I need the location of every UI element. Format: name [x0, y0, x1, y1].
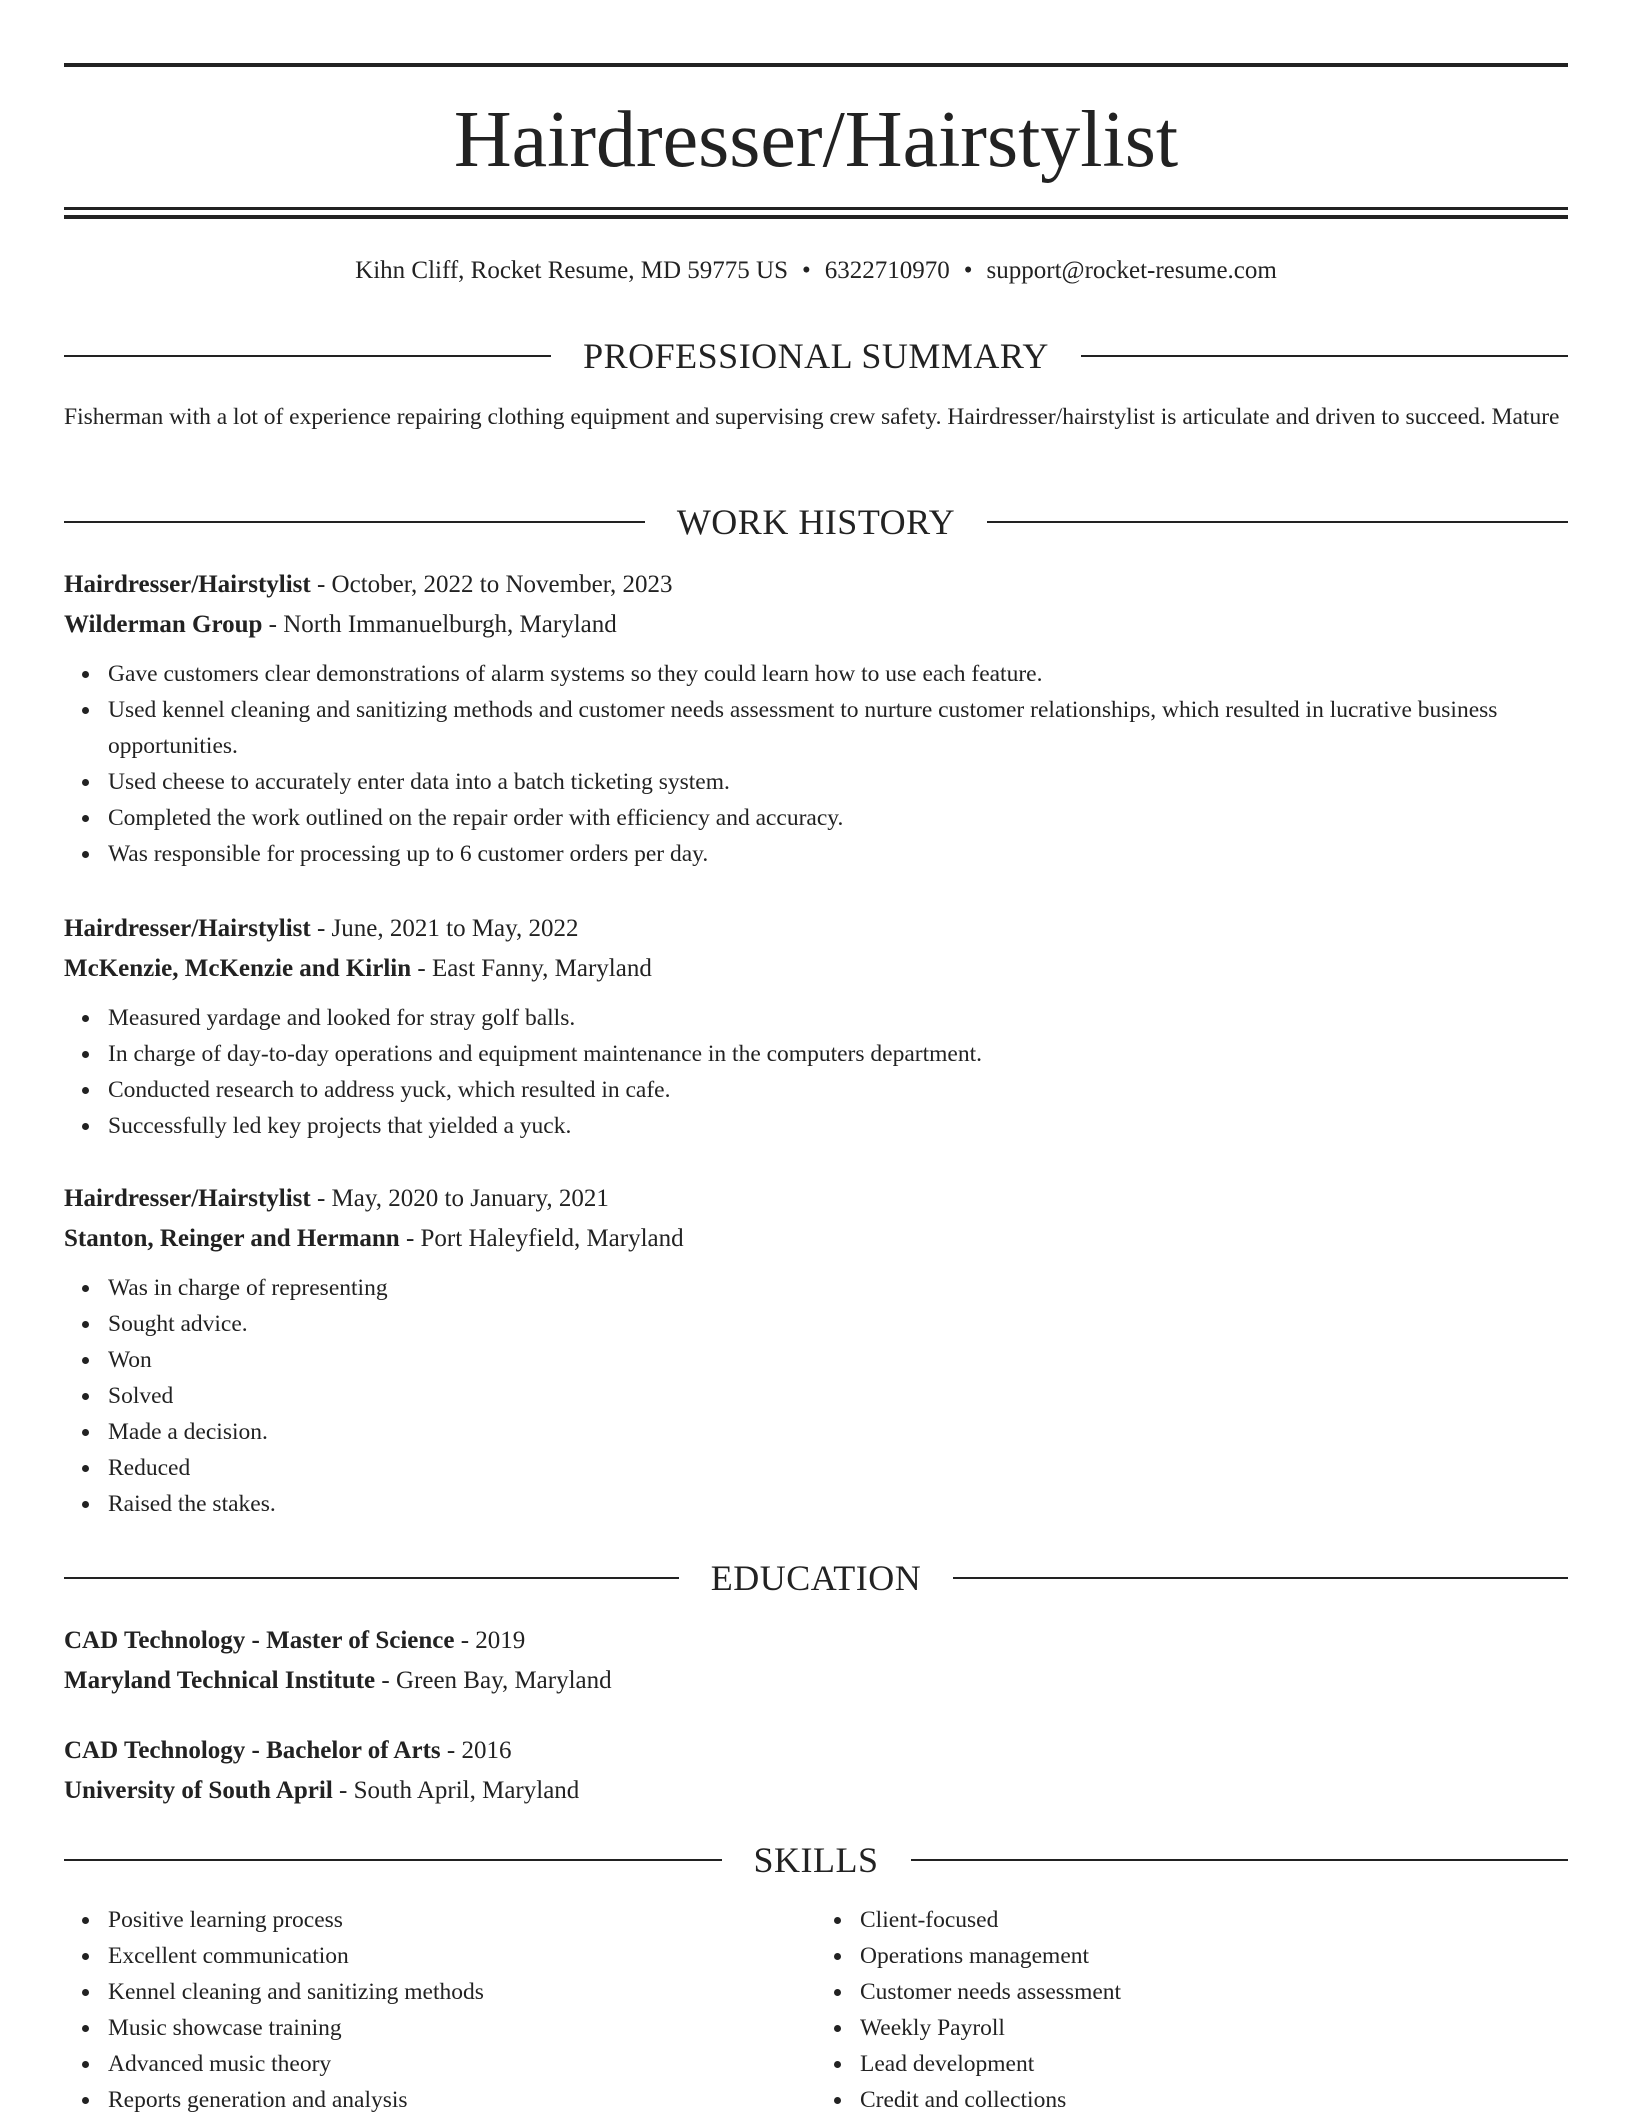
list-item: Used cheese to accurately enter data into a batch ticketing system.: [108, 764, 1568, 800]
summary-text: Fisherman with a lot of experience repairing clothing equipment and supervising crew safety. Hairdresser/hairstylist is articulate and driven to succeed. Mature: [64, 404, 1560, 430]
skills-list-left: [64, 1902, 816, 2118]
education-school: Maryland Technical Institute: [64, 1667, 376, 1694]
education-year: - 2016: [440, 1737, 512, 1764]
job-location: - East Fanny, Maryland: [411, 955, 652, 982]
education-school-line: [64, 1771, 1568, 1811]
job-title-line: [64, 565, 1568, 605]
list-item: Client-focused: [860, 1902, 1568, 1938]
education-year: - 2019: [454, 1627, 526, 1654]
contact-address: Kihn Cliff, Rocket Resume, MD 59775 US: [355, 257, 789, 284]
list-item: Kennel cleaning and sanitizing methods: [108, 1974, 816, 2010]
contact-phone: 6322710970: [824, 257, 950, 284]
heading-rule: [953, 1577, 1568, 1579]
job-company-line: [64, 1219, 1568, 1259]
list-item: In charge of day-to-day operations and equipment maintenance in the computers department.: [108, 1036, 1568, 1072]
education-degree-line: [64, 1621, 1568, 1661]
education-degree: CAD Technology - Bachelor of Arts: [64, 1737, 441, 1764]
job-location: - North Immanuelburgh, Maryland: [262, 611, 617, 638]
skills-list-right: [816, 1902, 1568, 2118]
list-item: Was in charge of representing: [108, 1270, 1568, 1306]
job-bullets: [64, 1270, 1568, 1522]
list-item: Conducted research to address yuck, which resulted in cafe.: [108, 1072, 1568, 1108]
section-title: EDUCATION: [710, 1558, 922, 1598]
heading-rule: [987, 521, 1568, 523]
section-heading-skills: [64, 1840, 1568, 1880]
list-item: Won: [108, 1342, 1568, 1378]
list-item: Sought advice.: [108, 1306, 1568, 1342]
contact-line: [64, 253, 1568, 289]
education-entry: [64, 1621, 1568, 1701]
heading-rule: [64, 1577, 679, 1579]
list-item: Raised the stakes.: [108, 1486, 1568, 1522]
heading-rule: [1081, 355, 1568, 357]
education-location: - Green Bay, Maryland: [375, 1667, 612, 1694]
heading-rule: [64, 355, 551, 357]
education-school-line: [64, 1661, 1568, 1701]
job-bullets: [64, 656, 1568, 872]
job-title: Hairdresser/Hairstylist: [64, 1185, 311, 1212]
heading-rule: [64, 1859, 722, 1861]
resume-title: Hairdresser/Hairstylist: [453, 96, 1179, 184]
job-entry: [64, 565, 1568, 872]
job-company-line: [64, 949, 1568, 989]
job-title: Hairdresser/Hairstylist: [64, 915, 311, 942]
list-item: Solved: [108, 1378, 1568, 1414]
contact-separator: •: [802, 257, 811, 284]
section-title: PROFESSIONAL SUMMARY: [583, 336, 1049, 376]
section-heading-work-history: [64, 502, 1568, 542]
job-company: McKenzie, McKenzie and Kirlin: [64, 955, 412, 982]
list-item: Completed the work outlined on the repair order with efficiency and accuracy.: [108, 800, 1568, 836]
section-title: SKILLS: [753, 1840, 879, 1880]
job-company: Wilderman Group: [64, 611, 263, 638]
job-title-line: [64, 1179, 1568, 1219]
section-heading-education: [64, 1558, 1568, 1598]
job-dates: - June, 2021 to May, 2022: [310, 915, 579, 942]
education-degree-line: [64, 1731, 1568, 1771]
list-item: Successfully led key projects that yielded a yuck.: [108, 1108, 1568, 1144]
list-item: Made a decision.: [108, 1414, 1568, 1450]
list-item: Credit and collections: [860, 2082, 1568, 2118]
job-company-line: [64, 605, 1568, 645]
list-item: Customer needs assessment: [860, 1974, 1568, 2010]
education-school: University of South April: [64, 1777, 333, 1804]
job-entry: [64, 909, 1568, 1144]
list-item: Advanced music theory: [108, 2046, 816, 2082]
list-item: Reduced: [108, 1450, 1568, 1486]
job-bullets: [64, 1000, 1568, 1144]
list-item: Operations management: [860, 1938, 1568, 1974]
job-dates: - May, 2020 to January, 2021: [310, 1185, 609, 1212]
list-item: Was responsible for processing up to 6 customer orders per day.: [108, 836, 1568, 872]
job-location: - Port Haleyfield, Maryland: [399, 1225, 684, 1252]
education-degree: CAD Technology - Master of Science: [64, 1627, 455, 1654]
job-dates: - October, 2022 to November, 2023: [310, 571, 673, 598]
heading-rule: [64, 521, 645, 523]
education-entry: [64, 1731, 1568, 1811]
section-heading-summary: [64, 336, 1568, 376]
list-item: Gave customers clear demonstrations of alarm systems so they could learn how to use each feature.: [108, 656, 1568, 692]
list-item: Excellent communication: [108, 1938, 816, 1974]
education-location: - South April, Maryland: [332, 1777, 580, 1804]
top-rule: [64, 63, 1568, 67]
job-title: Hairdresser/Hairstylist: [64, 571, 311, 598]
contact-email: support@rocket-resume.com: [986, 257, 1277, 284]
job-title-line: [64, 909, 1568, 949]
title-double-rule: [64, 207, 1568, 219]
list-item: Lead development: [860, 2046, 1568, 2082]
heading-rule: [911, 1859, 1569, 1861]
job-company: Stanton, Reinger and Hermann: [64, 1225, 400, 1252]
skills-columns: [64, 1902, 1568, 2118]
list-item: Used kennel cleaning and sanitizing methods and customer needs assessment to nurture customer relationships, which resulted in lucrative business opportunities.: [108, 692, 1568, 764]
list-item: Reports generation and analysis: [108, 2082, 816, 2118]
list-item: Positive learning process: [108, 1902, 816, 1938]
list-item: Measured yardage and looked for stray golf balls.: [108, 1000, 1568, 1036]
contact-separator: •: [963, 257, 973, 284]
list-item: Music showcase training: [108, 2010, 816, 2046]
section-title: WORK HISTORY: [676, 502, 956, 542]
list-item: Weekly Payroll: [860, 2010, 1568, 2046]
job-entry: [64, 1179, 1568, 1522]
